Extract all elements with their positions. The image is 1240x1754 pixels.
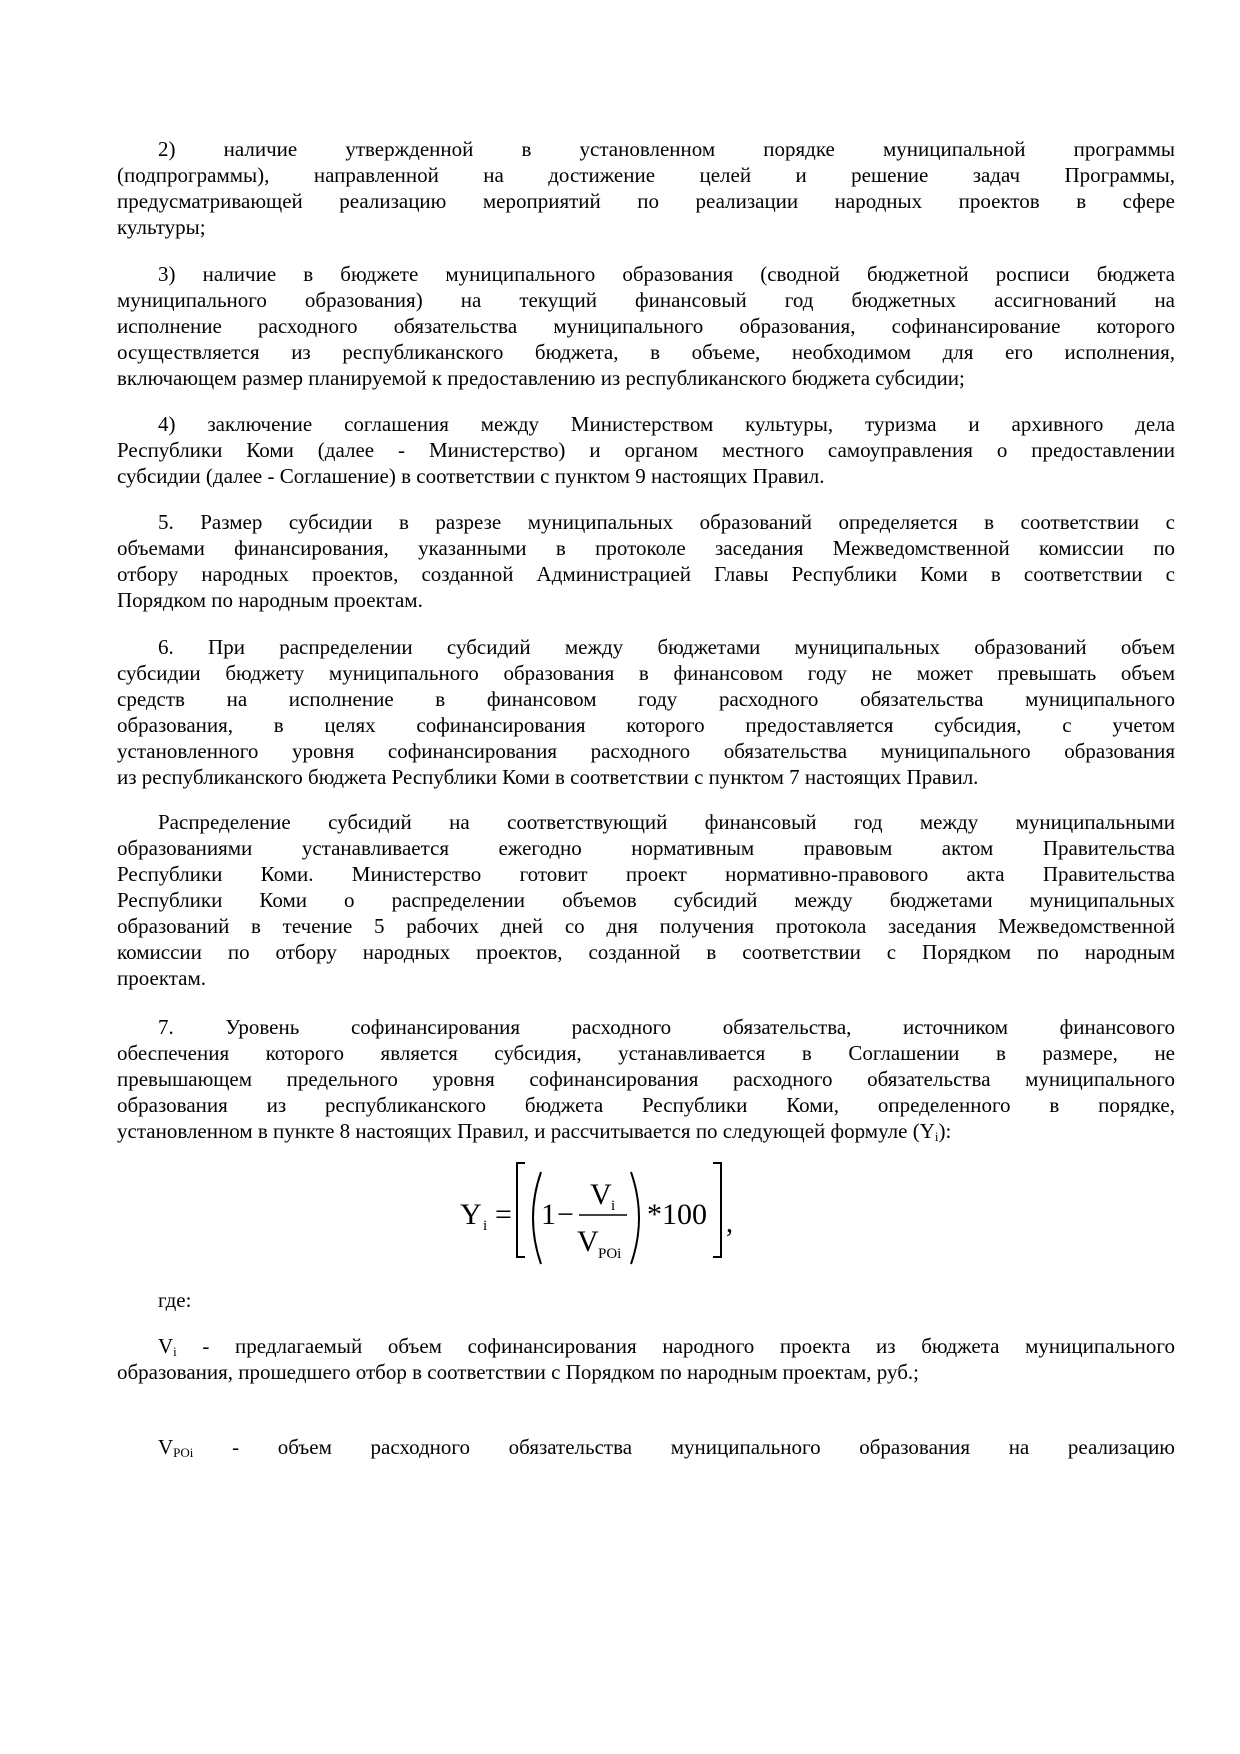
- paragraph-line: образований в течение 5 рабочих дней со дня получения протокола заседания Межведомственной: [117, 914, 1175, 938]
- paragraph-line: Республики Коми (далее - Министерство) и органом местного самоуправления о предоставлении: [117, 438, 1175, 462]
- paragraph-line: образования, в целях софинансирования которого предоставляется субсидия, с учетом: [117, 713, 1175, 737]
- paragraph-line: средств на исполнение в финансовом году расходного обязательства муниципального: [117, 687, 1175, 711]
- paragraph-point-5: [117, 509, 1175, 613]
- where-text: где:: [158, 1288, 192, 1312]
- paragraph-line: культуры;: [117, 215, 206, 239]
- right-bracket: [713, 1163, 721, 1257]
- definition-line: образования, прошедшего отбор в соответствии с Порядком по народным проектам, руб.;: [117, 1360, 920, 1384]
- paragraph-line: 2) наличие утвержденной в установленном порядке муниципальной программы: [158, 137, 1175, 161]
- formula-one: 1: [541, 1198, 556, 1231]
- paragraph-line: Распределение субсидий на соответствующий финансовый год между муниципальными: [158, 810, 1175, 834]
- symbol: V: [158, 1435, 174, 1459]
- paragraph-line: [117, 1118, 1175, 1144]
- formula-equals: =: [495, 1198, 512, 1231]
- definition-line: [117, 1333, 1175, 1359]
- paragraph-line: проектам.: [117, 966, 207, 990]
- symbol: V: [158, 1334, 174, 1358]
- formula: [455, 1150, 745, 1280]
- paragraph-line: 3) наличие в бюджете муниципального образования (сводной бюджетной росписи бюджета: [158, 262, 1175, 286]
- paragraph-line: Республики Коми о распределении объемов субсидий между бюджетами муниципальных: [117, 888, 1175, 912]
- paragraph-item-2: [117, 136, 1175, 240]
- left-bracket: [517, 1163, 525, 1257]
- paragraph-line: субсидии (далее - Соглашение) в соответствии с пунктом 9 настоящих Правил.: [117, 464, 825, 488]
- formula-denominator: V: [577, 1225, 599, 1258]
- definition-line: [117, 1434, 1175, 1460]
- paragraph-line: 7. Уровень софинансирования расходного обязательства, источником финансового: [158, 1015, 1175, 1039]
- paragraph-line: установленного уровня софинансирования расходного обязательства муниципального образования: [117, 739, 1175, 763]
- paragraph-line: предусматривающей реализацию мероприятий по реализации народных проектов в сфере: [117, 189, 1175, 213]
- line-text: ):: [938, 1119, 952, 1143]
- paragraph-line: муниципального образования) на текущий финансовый год бюджетных ассигнований на: [117, 288, 1175, 312]
- paragraph-line: объемами финансирования, указанными в протоколе заседания Межведомственной комиссии по: [117, 536, 1175, 560]
- paragraph-line: комиссии по отбору народных проектов, созданной в соответствии с Порядком по народным: [117, 940, 1175, 964]
- paragraph-point-6: [117, 634, 1175, 790]
- paragraph-item-4: [117, 411, 1175, 489]
- formula-times-100: *100: [647, 1198, 707, 1231]
- paragraph-line: отбору народных проектов, созданной Администрацией Главы Республики Коми в соответствии с: [117, 562, 1175, 586]
- right-paren: [631, 1172, 639, 1264]
- paragraph-line: из республиканского бюджета Республики Коми в соответствии с пунктом 7 настоящих Правил.: [117, 765, 979, 789]
- left-paren: [533, 1172, 541, 1264]
- formula-comma: ,: [726, 1208, 733, 1239]
- paragraph-line: образования из республиканского бюджета Республики Коми, определенного в порядке,: [117, 1093, 1175, 1117]
- paragraph-line: образованиями устанавливается ежегодно нормативным правовым актом Правительства: [117, 836, 1175, 860]
- where-label: [117, 1287, 1175, 1313]
- paragraph-line: осуществляется из республиканского бюджета, в объеме, необходимом для его исполнения,: [117, 340, 1175, 364]
- formula-denominator-sub: POi: [598, 1246, 622, 1262]
- definition-text: - объем расходного обязательства муниципального образования на реализацию: [193, 1435, 1175, 1459]
- paragraph-line: 4) заключение соглашения между Министерством культуры, туризма и архивного дела: [158, 412, 1175, 436]
- formula-minus: −: [557, 1198, 574, 1231]
- paragraph-line: обеспечения которого является субсидия, устанавливается в Соглашении в размере, не: [117, 1041, 1175, 1065]
- definition-vpoi: [117, 1434, 1175, 1460]
- formula-numerator: V: [590, 1178, 612, 1211]
- paragraph-distribution: [117, 809, 1175, 991]
- paragraph-item-3: [117, 261, 1175, 391]
- paragraph-line: включающем размер планируемой к предоставлению из республиканского бюджета субсидии;: [117, 366, 965, 390]
- subscript: i: [173, 1344, 177, 1359]
- formula-lhs-sub: i: [483, 1218, 488, 1234]
- paragraph-line: 5. Размер субсидии в разрезе муниципальных образований определяется в соответствии с: [158, 510, 1175, 534]
- definition-vi: [117, 1333, 1175, 1385]
- paragraph-line: субсидии бюджету муниципального образования в финансовом году не может превышать объем: [117, 661, 1175, 685]
- formula-numerator-sub: i: [611, 1198, 616, 1214]
- paragraph-line: исполнение расходного обязательства муниципального образования, софинансирование которого: [117, 314, 1175, 338]
- subscript: POi: [173, 1445, 194, 1460]
- paragraph-line: (подпрограммы), направленной на достижение целей и решение задач Программы,: [117, 163, 1175, 187]
- line-text: установленном в пункте 8 настоящих Правил, и рассчитывается по следующей формуле (Y: [117, 1119, 935, 1143]
- paragraph-line: Республики Коми. Министерство готовит проект нормативно-правового акта Правительства: [117, 862, 1175, 886]
- paragraph-line: 6. При распределении субсидий между бюджетами муниципальных образований объем: [158, 635, 1175, 659]
- definition-text: - предлагаемый объем софинансирования народного проекта из бюджета муниципального: [176, 1334, 1175, 1358]
- paragraph-line: Порядком по народным проектам.: [117, 588, 423, 612]
- paragraph-line: превышающем предельного уровня софинансирования расходного обязательства муниципального: [117, 1067, 1175, 1091]
- formula-lhs: Y: [460, 1198, 482, 1231]
- paragraph-point-7: [117, 1014, 1175, 1144]
- subscript: i: [934, 1129, 939, 1144]
